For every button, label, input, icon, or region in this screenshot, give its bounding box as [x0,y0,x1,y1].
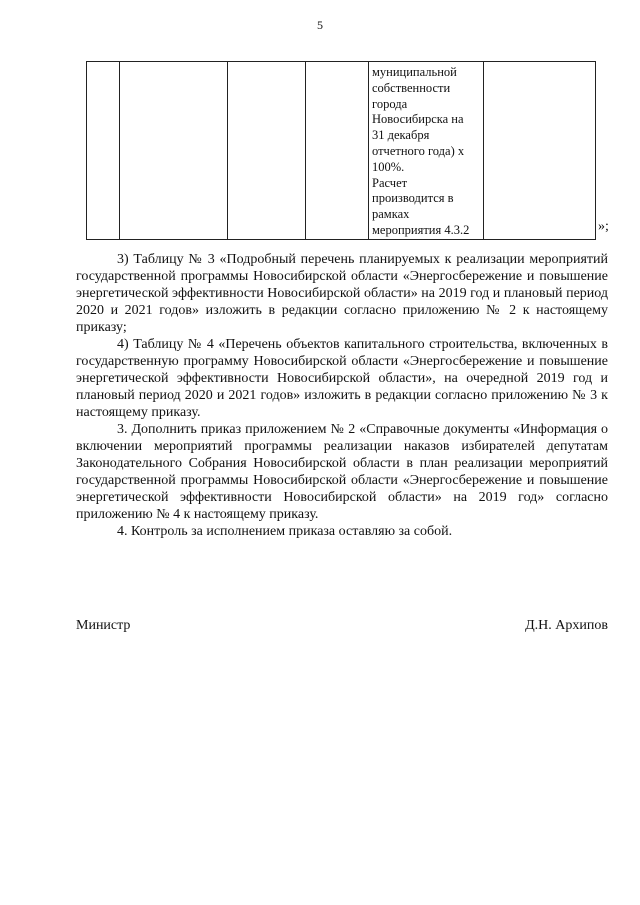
table-row [87,62,596,240]
paragraph-section-4: 4. Контроль за исполнением приказа оставляю за собой. [117,524,453,539]
paragraph-item-4: 4) Таблицу № 4 «Перечень объектов капитального строительства, включенных в государственную программу Новосибирской области «Энергосбережение и повышение энергетической эффективности Новосибирской области», на очередной 2019 год и плановый период 2020 и 2021 годов» изложить в редакции согласно приложению № 3 к настоящему приказу. [76,337,608,420]
cell-line: муниципальной [372,65,457,79]
table-cell-text [369,62,484,240]
page-number: 5 [317,18,323,32]
cell-line: Расчет [372,175,408,190]
signature-title: Министр [76,618,131,633]
cell-line: отчетного года) х [372,143,465,158]
table-cell [306,62,369,240]
cell-line: мероприятия 4.3.2 [372,222,470,237]
closing-quote-mark: »; [598,219,609,234]
table-cell [484,62,596,240]
signature-name: Д.Н. Архипов [525,618,608,633]
table-cell [87,62,120,240]
cell-line: собственности [372,80,451,95]
table-cell [228,62,306,240]
cell-line: Новосибирска на [372,112,464,127]
cell-line: 31 декабря [372,128,430,143]
paragraph-item-3: 3) Таблицу № 3 «Подробный перечень планируемых к реализации мероприятий государственной программы Новосибирской области «Энергосбережение и повышение энергетической эффективности Новосибирской области» на 2019 год и плановый период 2020 и 2021 годов» изложить в редакции согласно приложению № 2 к настоящему приказу; [76,252,608,335]
cell-line: рамках [372,207,410,222]
cell-line: города [372,96,408,111]
document-body [76,251,608,540]
cell-line: производится в [372,191,454,206]
continued-table [86,61,596,240]
paragraph-section-3: 3. Дополнить приказ приложением № 2 «Справочные документы «Информация о включении мероприятий программы реализации наказов избирателей депутатам Законодательного Собрания Новосибирской области в план реализации мероприятий государственной программы Новосибирской области «Энергосбережение и повышение энергетической эффективности Новосибирской области» на 2019 год» согласно приложению № 4 к настоящему приказу. [76,422,608,522]
cell-text-block [369,62,483,239]
table-cell [120,62,228,240]
cell-line: 100%. [372,159,405,174]
